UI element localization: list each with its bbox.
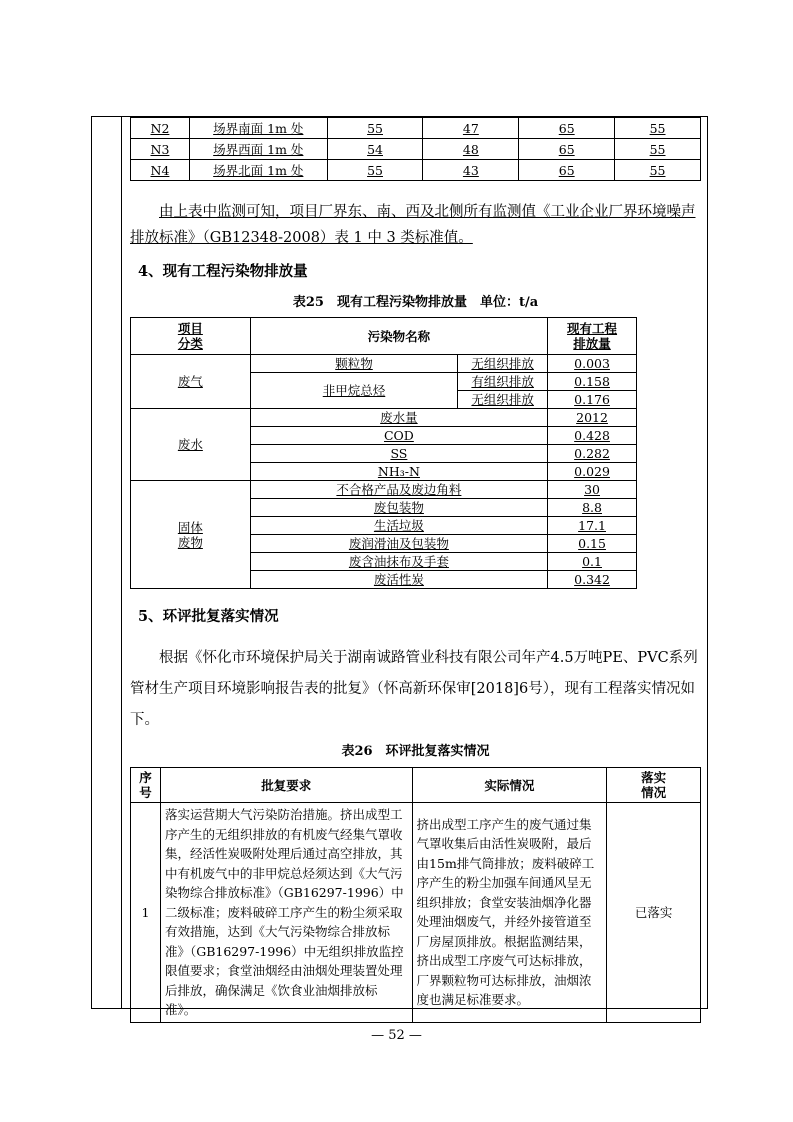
emission-value: 30 xyxy=(548,481,637,499)
table-row xyxy=(131,355,637,373)
category-solid: 固体 废物 xyxy=(131,481,251,589)
table-row xyxy=(131,160,701,181)
value-cell: 55 xyxy=(615,160,701,181)
section5-heading: 5、环评批复落实情况 xyxy=(138,608,279,625)
value-cell: 65 xyxy=(519,118,615,139)
noise-conclusion: 由上表中监测可知，项目厂界东、南、西及北侧所有监测值《工业企业厂界环境噪声排放标准》（GB12348-2008）表 1 中 3 类标准值。 xyxy=(130,204,696,246)
table-row xyxy=(131,118,701,139)
pollutant-name: 废润滑油及包装物 xyxy=(250,535,547,553)
value-cell: 55 xyxy=(327,160,423,181)
left-margin-column xyxy=(92,117,122,1008)
header-amount: 现有工程 排放量 xyxy=(548,318,637,355)
emission-value: 0.15 xyxy=(548,535,637,553)
point-location: 场界南面 1m 处 xyxy=(189,118,327,139)
emission-value: 2012 xyxy=(548,409,637,427)
emission-value: 0.282 xyxy=(548,445,637,463)
value-cell: 55 xyxy=(615,118,701,139)
row-number: 1 xyxy=(131,803,161,1023)
category-water: 废水 xyxy=(131,409,251,481)
noise-table xyxy=(130,117,701,181)
point-location: 场界北面 1m 处 xyxy=(189,160,327,181)
approval-table xyxy=(130,767,701,1023)
emission-type: 无组织排放 xyxy=(458,355,548,373)
emission-value: 0.1 xyxy=(548,553,637,571)
table-row xyxy=(131,139,701,160)
pollutant-name: 非甲烷总烃 xyxy=(250,373,458,409)
table-row xyxy=(131,803,701,1023)
value-cell: 54 xyxy=(327,139,423,160)
value-cell: 43 xyxy=(423,160,519,181)
header-category: 项目 分类 xyxy=(131,318,251,355)
pollutant-name: NH₃-N xyxy=(250,463,547,481)
pollutant-name: 不合格产品及废边角料 xyxy=(250,481,547,499)
header-actual: 实际情况 xyxy=(412,768,607,803)
emission-value: 17.1 xyxy=(548,517,637,535)
table-row xyxy=(131,409,637,427)
pollutant-name: 颗粒物 xyxy=(250,355,458,373)
pollutant-name: SS xyxy=(250,445,547,463)
point-id: N4 xyxy=(131,160,190,181)
table26-caption: 表26 环评批复落实情况 xyxy=(341,744,490,759)
page-frame xyxy=(91,116,708,1017)
pollutant-name: COD xyxy=(250,427,547,445)
header-status: 落实 情况 xyxy=(607,768,701,803)
value-cell: 48 xyxy=(423,139,519,160)
emission-value: 0.158 xyxy=(548,373,637,391)
emission-value: 0.176 xyxy=(548,391,637,409)
emission-value: 0.342 xyxy=(548,571,637,589)
pollutant-name: 废包装物 xyxy=(250,499,547,517)
value-cell: 65 xyxy=(519,160,615,181)
emission-value: 0.428 xyxy=(548,427,637,445)
table25-caption: 表25 现有工程污染物排放量 单位：t/a xyxy=(292,295,539,310)
table-row xyxy=(131,481,637,499)
emission-value: 8.8 xyxy=(548,499,637,517)
table-header-row xyxy=(131,768,701,803)
section4-heading: 4、现有工程污染物排放量 xyxy=(138,263,308,280)
table-header-row xyxy=(131,318,637,355)
point-location: 场界西面 1m 处 xyxy=(189,139,327,160)
emission-value: 0.029 xyxy=(548,463,637,481)
point-id: N2 xyxy=(131,118,190,139)
header-requirement: 批复要求 xyxy=(160,768,412,803)
emission-value: 0.003 xyxy=(548,355,637,373)
header-pollutant: 污染物名称 xyxy=(250,318,547,355)
status-text: 已落实 xyxy=(607,803,701,1023)
actual-text: 挤出成型工序产生的废气通过集气罩收集后由活性炭吸附，最后由15m排气筒排放；废料破碎工序产生的粉尘加强车间通风呈无组织排放；食堂安装油烟净化器处理油烟废气，并经外接管道至厂房屋顶排放。根据监测结果，挤出成型工序废气可达标排放，厂界颗粒物可达标排放，油烟浓度也满足标准要求。 xyxy=(412,803,607,1023)
point-id: N3 xyxy=(131,139,190,160)
value-cell: 55 xyxy=(615,139,701,160)
value-cell: 55 xyxy=(327,118,423,139)
category-gas: 废气 xyxy=(131,355,251,409)
emission-type: 有组织排放 xyxy=(458,373,548,391)
value-cell: 65 xyxy=(519,139,615,160)
emissions-table xyxy=(130,317,637,589)
requirement-text: 落实运营期大气污染防治措施。挤出成型工序产生的无组织排放的有机废气经集气罩收集，经活性炭吸附处理后通过高空排放，其中有机废气中的非甲烷总烃须达到《大气污染物综合排放标准》（GB16297-1996）中二级标准；废料破碎工序产生的粉尘须采取有效措施，达到《大气污染物综合排放标准》（GB16297-1996）中无组织排放监控限值要求；食堂油烟经由油烟处理装置处理后排放，确保满足《饮食业油烟排放标准》。 xyxy=(160,803,412,1023)
pollutant-name: 废活性炭 xyxy=(250,571,547,589)
emission-type: 无组织排放 xyxy=(458,391,548,409)
pollutant-name: 生活垃圾 xyxy=(250,517,547,535)
header-no: 序 号 xyxy=(131,768,161,803)
value-cell: 47 xyxy=(423,118,519,139)
pollutant-name: 废含油抹布及手套 xyxy=(250,553,547,571)
page-number: — 52 — xyxy=(371,1028,422,1043)
pollutant-name: 废水量 xyxy=(250,409,547,427)
approval-paragraph: 根据《怀化市环境保护局关于湖南诚路管业科技有限公司年产4.5万吨PE、PVC系列管材生产项目环境影响报告表的批复》（怀高新环保审[2018]6号），现有工程落实情况如下。 xyxy=(130,650,698,728)
